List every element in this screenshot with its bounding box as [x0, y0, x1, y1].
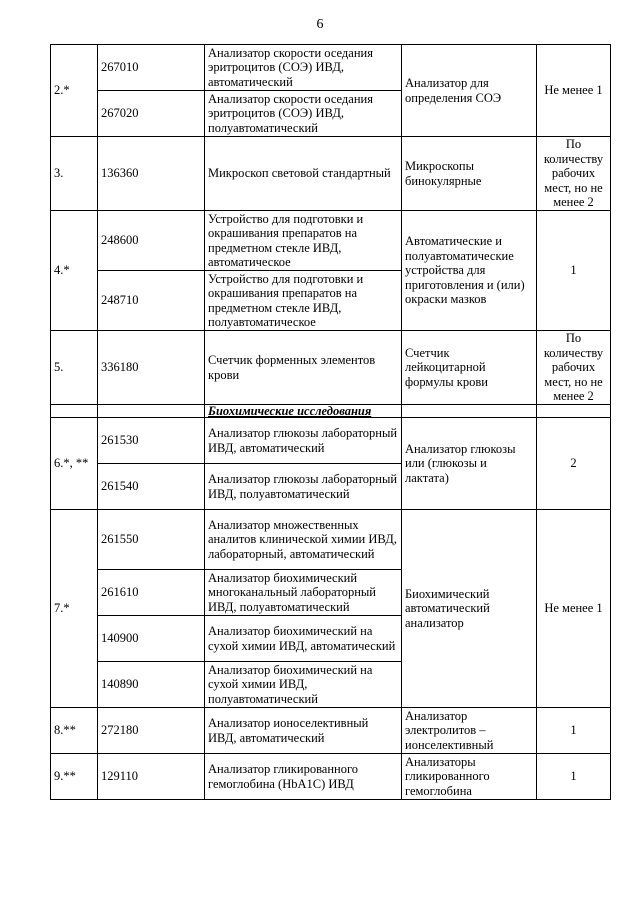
- code-cell: 140900: [98, 616, 205, 662]
- type-cell: Анализатор для определения СОЭ: [402, 45, 537, 137]
- name-cell: Устройство для подготовки и окрашивания препаратов на предметном стекле ИВД, автоматическое: [205, 211, 402, 271]
- row-number: 8.**: [51, 708, 98, 754]
- quantity-cell: 1: [537, 211, 611, 331]
- code-cell: 261530: [98, 418, 205, 464]
- page-number: 6: [316, 17, 324, 32]
- code-cell: 248710: [98, 271, 205, 331]
- code-cell: 267010: [98, 45, 205, 91]
- row-number: 6.*, **: [51, 418, 98, 510]
- section-title: Биохимические исследования: [205, 405, 402, 418]
- code-cell: 129110: [98, 754, 205, 800]
- quantity-cell: 2: [537, 418, 611, 510]
- section-row: [51, 405, 611, 418]
- table-row: [51, 331, 611, 405]
- name-cell: Анализатор биохимический на сухой химии ИВД, полуавтоматический: [205, 662, 402, 708]
- row-number: 5.: [51, 331, 98, 405]
- table-row: [51, 418, 611, 464]
- name-cell: Анализатор биохимический многоканальный лабораторный ИВД, полуавтоматический: [205, 570, 402, 616]
- name-cell: Микроскоп световой стандартный: [205, 137, 402, 211]
- quantity-cell: Не менее 1: [537, 510, 611, 708]
- row-number: 7.*: [51, 510, 98, 708]
- code-cell: 261610: [98, 570, 205, 616]
- code-cell: 136360: [98, 137, 205, 211]
- name-cell: Анализатор биохимический на сухой химии ИВД, автоматический: [205, 616, 402, 662]
- table-row: [51, 510, 611, 570]
- type-cell: Счетчик лейкоцитарной формулы крови: [402, 331, 537, 405]
- name-cell: Счетчик форменных элементов крови: [205, 331, 402, 405]
- row-number: 9.**: [51, 754, 98, 800]
- name-cell: Анализатор глюкозы лабораторный ИВД, автоматический: [205, 418, 402, 464]
- code-cell: 267020: [98, 91, 205, 137]
- table-row: [51, 137, 611, 211]
- type-cell: Анализаторы гликированного гемоглобина: [402, 754, 537, 800]
- code-cell: 140890: [98, 662, 205, 708]
- type-cell: Анализатор электролитов – ионселективный: [402, 708, 537, 754]
- type-cell: Микроскопы бинокулярные: [402, 137, 537, 211]
- quantity-cell: Не менее 1: [537, 45, 611, 137]
- name-cell: Анализатор скорости оседания эритроцитов (СОЭ) ИВД, полуавтоматический: [205, 91, 402, 137]
- row-number: 3.: [51, 137, 98, 211]
- row-number: 2.*: [51, 45, 98, 137]
- code-cell: 272180: [98, 708, 205, 754]
- row-number: 4.*: [51, 211, 98, 331]
- name-cell: Анализатор скорости оседания эритроцитов (СОЭ) ИВД, автоматический: [205, 45, 402, 91]
- equipment-table: [50, 44, 611, 800]
- name-cell: Анализатор множественных аналитов клинической химии ИВД, лабораторный, автоматический: [205, 510, 402, 570]
- name-cell: Анализатор глюкозы лабораторный ИВД, полуавтоматический: [205, 464, 402, 510]
- quantity-cell: По количеству рабочих мест, но не менее 2: [537, 137, 611, 211]
- type-cell: Биохимический автоматический анализатор: [402, 510, 537, 708]
- code-cell: 248600: [98, 211, 205, 271]
- table-row: [51, 708, 611, 754]
- name-cell: Анализатор гликированного гемоглобина (HbA1C) ИВД: [205, 754, 402, 800]
- code-cell: 261540: [98, 464, 205, 510]
- code-cell: 336180: [98, 331, 205, 405]
- table-row: [51, 754, 611, 800]
- table-row: [51, 45, 611, 91]
- code-cell: 261550: [98, 510, 205, 570]
- quantity-cell: 1: [537, 754, 611, 800]
- quantity-cell: 1: [537, 708, 611, 754]
- type-cell: Автоматические и полуавтоматические устройства для приготовления и (или) окраски мазков: [402, 211, 537, 331]
- name-cell: Устройство для подготовки и окрашивания препаратов на предметном стекле ИВД, полуавтоматическое: [205, 271, 402, 331]
- quantity-cell: По количеству рабочих мест, но не менее 2: [537, 331, 611, 405]
- type-cell: Анализатор глюкозы или (глюкозы и лактата): [402, 418, 537, 510]
- name-cell: Анализатор ионоселективный ИВД, автоматический: [205, 708, 402, 754]
- table-row: [51, 211, 611, 271]
